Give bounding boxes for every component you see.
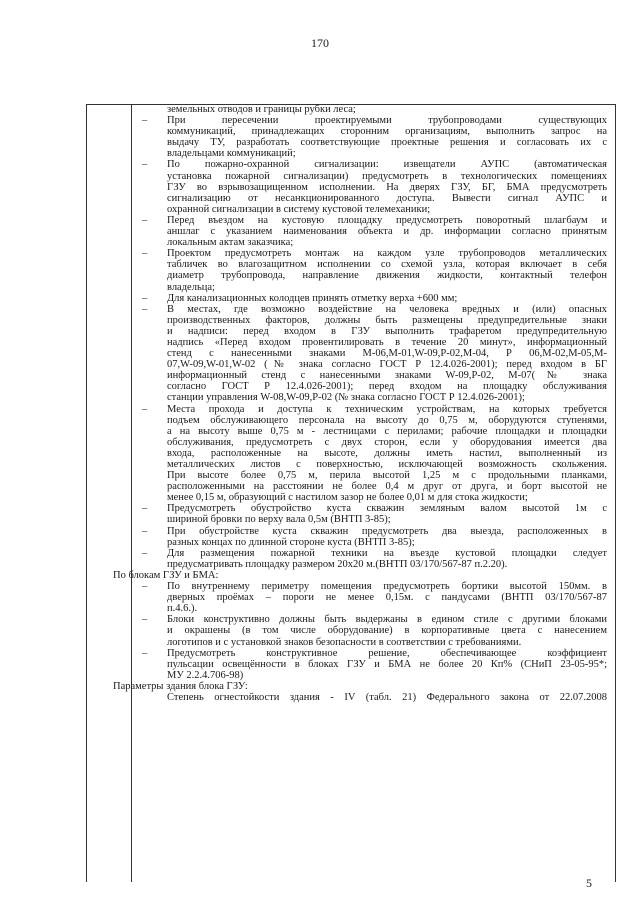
gzu-bma-requirements-list: [131, 581, 607, 681]
item-line: При обустройстве куста скважин предусмотреть два выезда, расположенных в: [167, 525, 607, 537]
item-line: установка пожарной сигнализации) предусмотреть в технологических помещениях: [167, 170, 607, 182]
item-line: подъем обслуживающего персонала на высоту до 0,75 м, оборудуются ступенями,: [167, 414, 607, 426]
item-line: стенд с нанесенными знаками М-06,М-01,W-09,Р-02,М-04, Р 06,М-02,М-05,М-: [167, 348, 607, 360]
item-line: диаметр трубопровода, направление движения жидкости, контактный телефон: [167, 270, 607, 282]
item-line: Блоки конструктивно должны быть выдержаны в едином стиле с другими блоками: [167, 614, 607, 626]
item-line: шириной бровки по верху вала 0,5м (ВНТП 3-85);: [167, 514, 391, 526]
page-number-top: 170: [311, 36, 329, 50]
bullet-dash-icon: –: [142, 115, 148, 127]
item-line: Места прохода и доступа к техническим устройствам, на которых требуется: [167, 403, 607, 415]
item-line: владельцами коммуникаций;: [167, 148, 296, 160]
list-item: [131, 526, 607, 548]
item-line: В местах, где возможно воздействие на человека вредных и (или) опасных: [167, 303, 607, 315]
bullet-dash-icon: –: [142, 303, 148, 315]
section-title-gzu-bma: По блокам ГЗУ и БМА:: [113, 569, 219, 581]
item-line: обслуживания, предусмотреть с двух сторон, если у оборудования имеется два: [167, 436, 607, 448]
item-line: а на высоту выше 0,75 м - лестницами с перилами; рабочие площадки и площадки: [167, 425, 607, 437]
item-line: и надписи: перед входом в ГЗУ выполнить трафаретом предупредительную: [167, 325, 607, 337]
page-number-bottom: 5: [586, 876, 592, 890]
item-line: ГЗУ во взрывозащищенном исполнении. На дверях ГЗУ, БГ, БМА предусмотреть: [167, 181, 607, 193]
item-line: При высоте более 0,75 м, перила высотой 1,25 м с продольными планками,: [167, 470, 607, 482]
bullet-dash-icon: –: [142, 403, 148, 415]
item-line: и окрашены (в том числе оборудование) в корпоративные цвета с нанесением: [167, 625, 607, 637]
list-item: [131, 248, 607, 292]
continuation-line: земельных отводов и границы рубки леса;: [167, 104, 356, 115]
bullet-dash-icon: –: [142, 525, 148, 537]
list-item: [131, 404, 607, 504]
list-item: [131, 614, 607, 647]
list-item: [131, 115, 607, 159]
item-line: п.4.6.).: [167, 603, 198, 615]
item-line: надпись «Перед входом провентилировать в течение 20 минут», информационный: [167, 336, 607, 348]
item-line: информационный стенд с нанесенными знаками W-09,Р-02, М-07(№ знака: [167, 370, 607, 382]
item-line: По внутреннему периметру помещения предусмотреть бортики высотой 150мм. в: [167, 581, 607, 593]
document-content: [113, 104, 607, 703]
item-line: станции управления W-08,W-09,Р-02 (№ знака согласно ГОСТ Р 12.4.026-2001);: [167, 392, 525, 404]
item-line: Перед въездом на кустовую площадку предусмотреть поворотный шлагбаум и: [167, 214, 607, 226]
list-item: [131, 159, 607, 214]
bullet-dash-icon: –: [142, 581, 148, 593]
fire-resistance-line: Степень огнестойкости здания - IV (табл. 21) Федерального закона от 22.07.2008: [167, 691, 607, 703]
bullet-dash-icon: –: [142, 159, 148, 171]
item-line: коммуникаций, принадлежащих сторонним организациям, выполнить запрос на: [167, 126, 607, 138]
item-line: логотипов и с установкой знаков безопасности в соответствии с требованиями.: [167, 636, 522, 648]
list-item: [131, 503, 607, 525]
item-line: владельца;: [167, 281, 215, 293]
item-line: менее 0,15 м, образующий с настилом зазор не более 0,01 м для стока жидкости;: [167, 492, 528, 504]
list-item: [131, 581, 607, 614]
bullet-dash-icon: –: [142, 503, 148, 515]
list-item: [131, 215, 607, 248]
item-line: 07,W-09,W-01,W-02 (№ знака согласно ГОСТ Р 12.4.026-2001); перед входом в БГ: [167, 359, 607, 371]
list-item: [131, 692, 607, 703]
item-line: металлических листов с поверхностью, исключающей возможность скольжения.: [167, 459, 607, 470]
item-line: аншлаг с указанием наименования объекта и др. информации согласно принятым: [167, 226, 607, 238]
bullet-dash-icon: –: [142, 214, 148, 226]
item-line: Проектом предусмотреть монтаж на каждом узле трубопроводов металлических: [167, 248, 607, 260]
section-title-gzu-params: Параметры здания блока ГЗУ:: [113, 680, 248, 692]
bullet-dash-icon: –: [142, 248, 148, 260]
item-line: расположенными на расстоянии не более 0,4 м друг от друга, и борт высотой не: [167, 481, 607, 493]
requirements-list: [131, 115, 607, 570]
list-item: [131, 293, 607, 304]
bullet-dash-icon: –: [142, 292, 148, 304]
list-item: [131, 648, 607, 681]
item-line: сигнализацию от несанкционированного доступа. Вывести сигнал АУПС и: [167, 192, 607, 204]
item-line: предусматривать площадку размером 20х20 м.(ВНТП 03/170/567-87 п.2.20).: [167, 558, 508, 570]
bullet-dash-icon: –: [142, 614, 148, 626]
item-line: выдачу ТУ, разработать соответствующие проектные решения и согласовать их с: [167, 137, 607, 149]
item-line: При пересечении проектируемыми трубопроводами существующих: [167, 115, 607, 127]
item-line: Для размещения пожарной техники на въезде кустовой площадки следует: [167, 547, 607, 559]
item-line: разных концах по длинной стороне куста (ВНТП 3-85);: [167, 536, 415, 548]
item-line: производственных факторов, должны быть размещены предупредительные знаки: [167, 314, 607, 326]
item-line: МУ 2.2.4.706-98): [167, 669, 244, 681]
item-line: пульсации освещённости в блоках ГЗУ и БМА не более 20 Кп% (СНиП 23-05-95*;: [167, 658, 607, 670]
item-line: По пожарно-охранной сигнализации: извещатели АУПС (автоматическая: [167, 159, 607, 171]
item-line: дверных проёмах – пороги не менее 0,15м. с пандусами (ВНТП 03/170/567-87: [167, 592, 607, 604]
list-item: [131, 548, 607, 570]
bullet-dash-icon: –: [142, 547, 148, 559]
item-line: Предусмотреть конструктивное решение, обеспечивающее коэффициент: [167, 647, 607, 659]
item-line: входа, расположенные на высоте, должны иметь настил, выполненный из: [167, 447, 607, 459]
bullet-dash-icon: –: [142, 647, 148, 659]
item-line: табличек во влагозащитном исполнении со схемой узла, которая включает в себя: [167, 259, 607, 271]
item-line: охранной сигнализации в систему кустовой телемеханики;: [167, 203, 431, 215]
list-item: [131, 304, 607, 404]
item-line: согласно ГОСТ Р 12.4.026-2001); перед входом на площадку обслуживания: [167, 381, 607, 393]
item-line: Для канализационных колодцев принять отметку верха +600 мм;: [167, 292, 458, 304]
item-line: локальным актам заказчика;: [167, 237, 294, 249]
item-line: Предусмотреть обустройство куста скважин земляным валом высотой 1м с: [167, 503, 607, 515]
